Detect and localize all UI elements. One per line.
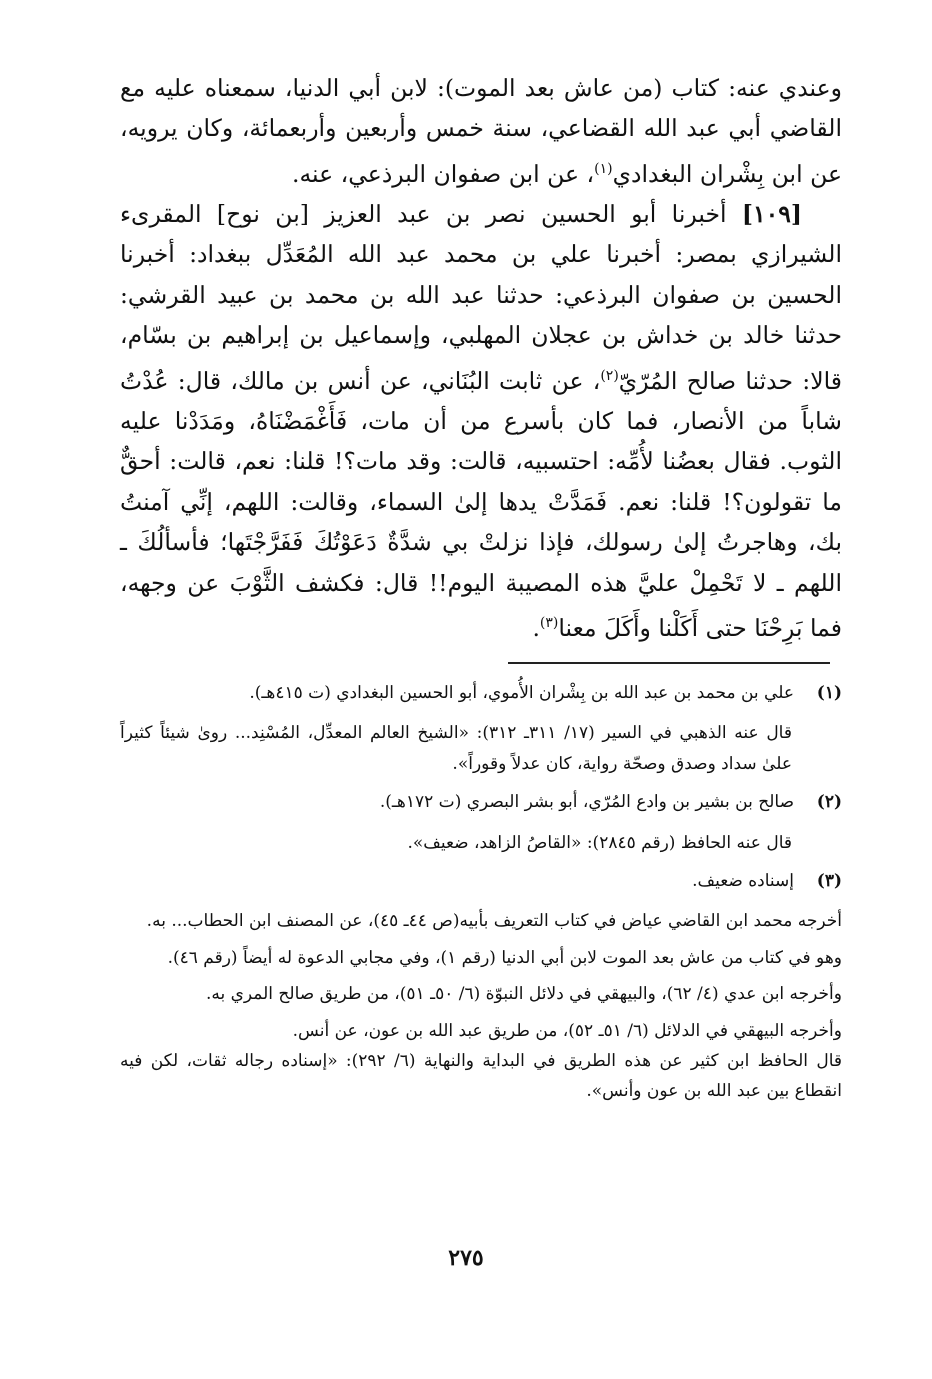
intro-text: وعندي عنه: كتاب (من عاش بعد الموت): لابن أبي الدنيا، سمعناه عليه مع القاضي أبي عبد الله القضاعي، سنة خمس وأربعين وأربعمائة، وكان يرويه، عن ابن بِشْران البغدادي [120,74,842,188]
footnote-3-comment-4: وأخرجه البيهقي في الدلائل (٦/ ٥١ـ ٥٢)، من طريق عبد الله بن عون، عن أنس. [292,1020,842,1041]
footnote-ref-1: (١) [594,160,613,177]
footnote-3-comment-2: وهو في كتاب من عاش بعد الموت لابن أبي الدنيا (رقم ١)، وفي مجابي الدعوة له أيضاً (رقم ٤٦). [167,947,842,968]
intro-tail: ، عن ابن صفوان البرذعي، عنه. [291,159,595,188]
footnote-3-comment-3: وأخرجه ابن عدي (٤/ ٦٢)، والبيهقي في دلائل النبوّة (٦/ ٥٠ـ ٥١)، من طريق صالح المري به. [205,984,842,1005]
footnote-separator [508,662,830,664]
footnote-1-text: علي بن محمد بن عبد الله بن بِشْران الأُموي، أبو الحسين البغدادي (ت ٤١٥هـ). [249,683,794,703]
hadith-text-b: ، عن ثابت البُنَاني، عن أنس بن مالك، قال: عُدْتُ شاباً من الأنصار، فما كان بأسرع من أن مات، فَأَغْمَضْنَاهُ، ومَدَدْنا عليه الثوب. فقال بعضُنا لأُمِّه: احتسبيه، قالت: وقد مات؟! قلنا: نعم، قالت: أحقٌّ ما تقولون؟! قلنا: نعم. فَمَدَّتْ يدها إلىٰ السماء، وقالت: اللهم، إنِّي آمنتُ بك، وهاجرتُ إلىٰ رسولك، فإذا نزلتْ بي شدَّةٌ دَعَوْتُكَ فَفَرَّجْتَها؛ فأسألُكَ ـ اللهم ـ لا تَحْمِلْ عليَّ هذه المصيبة اليوم!! قال: فكشف الثَّوْبَ عن وجهه، فما بَرِحْنَا حتى أَكَلْنا وأَكَلَ معنا [120,366,842,642]
hadith-end: . [532,613,540,642]
footnote-2 [120,787,842,817]
footnote-3-number: (٣) [816,871,842,892]
page-number: ٢٧٥ [448,1245,484,1271]
footnote-3-comment-1: أخرجه محمد ابن القاضي عياض في كتاب التعريف بأبيه(ص ٤٤ـ ٤٥)، عن المصنف ابن الحطاب... به. [146,911,842,932]
hadith-number: [١٠٩] [741,200,802,229]
footnote-3 [120,866,842,896]
footnote-3-text: إسناده ضعيف. [692,871,794,892]
hadith-text-a: أخبرنا أبو الحسين نصر بن عبد العزيز [بن نوح] المقرىء الشيرازي بمصر: أخبرنا علي بن محمد عبد الله المُعَدِّل ببغداد: أخبرنا الحسين بن صفوان البرذعي: حدثنا عبد الله بن محمد بن عبيد القرشي: حدثنا خالد بن خداش بن عجلان المهلبي، وإسماعيل بن إبراهيم بن بسّام، قالا: حدثنا صالح المُرّيّ [120,200,842,395]
footnote-2-number: (٢) [816,792,842,813]
footnote-1-number: (١) [816,683,842,703]
hadith-paragraph [120,194,842,648]
footnote-3-comment-5: قال الحافظ ابن كثير عن هذه الطريق في البداية والنهاية (٦/ ٢٩٢): «إسناده رجاله ثقات، لكن فيه انقطاع بين عبد الله بن عون وأنس». [120,1051,843,1102]
footnote-1-comment: قال عنه الذهبي في السير (١٧/ ٣١١ـ ٣١٢): «الشيخ العالم المعدِّل، المُسْنِد... روىٰ شيئاً كثيراً علىٰ سداد وصدق وصحّة رواية، كان عدلاً وقوراً». [120,723,792,774]
footnote-2-text: صالح بن بشير بن وادع المُرّي، أبو بشر البصري (ت ١٧٢هـ). [379,792,794,813]
main-text-block [120,68,842,648]
footnote-1 [120,678,842,708]
footnote-2-comment: قال عنه الحافظ (رقم ٢٨٤٥): «القاصُ الزاهد، ضعيف». [407,832,792,853]
footnote-ref-2: (٢) [600,367,619,384]
footnote-ref-3: (٣) [539,614,559,631]
intro-paragraph [120,68,842,194]
footnotes [120,678,842,1107]
main-body [120,68,842,648]
